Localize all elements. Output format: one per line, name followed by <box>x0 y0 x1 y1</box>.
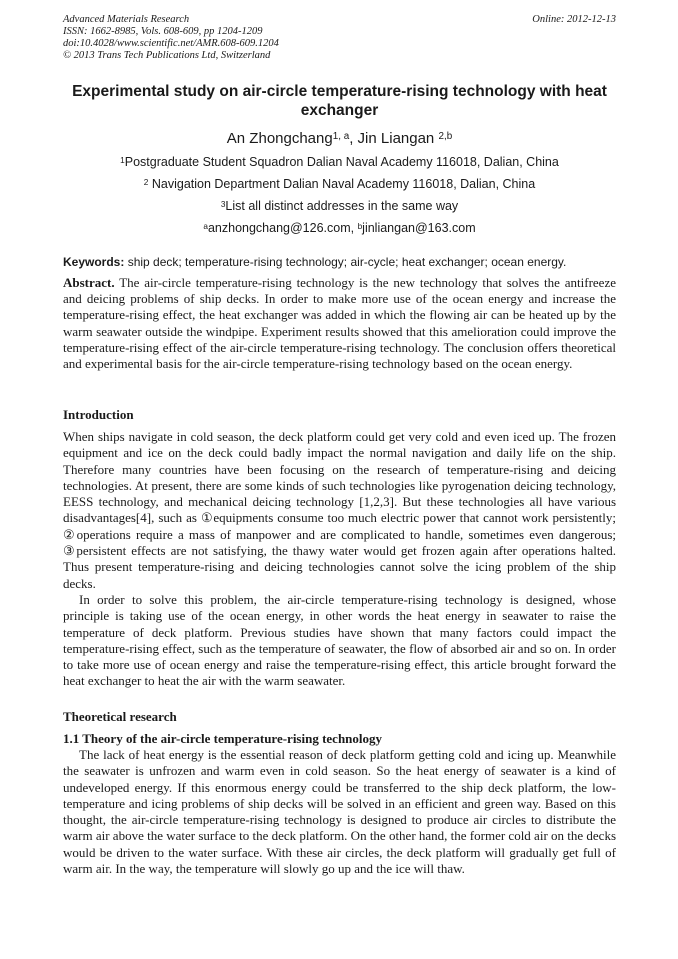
author-2-affiliation-mark: 2,b <box>438 131 453 142</box>
author-line <box>63 130 616 148</box>
author-1-affiliation-mark: 1, a <box>332 131 350 142</box>
email-a: anzhongchang@126.com, <box>207 221 358 235</box>
email-b-mark: b <box>357 222 363 231</box>
email-line <box>63 221 616 236</box>
theory-heading: Theoretical research <box>63 709 177 724</box>
affiliation-3-mark: 3 <box>220 200 226 209</box>
affiliation-2-mark: 2 <box>143 178 149 187</box>
abstract-text: The air-circle temperature-rising technology is the new technology that solves the antifreeze and deicing problems of ship decks. In order to make more use of the ocean energy and increase the temperature-rising effect, the heat exchanger was added in which the flowing air can be heated up by the warm seawater outside the windpipe. Experiment results showed that this amelioration could improve the temperature-rising effect of the air-circle temperature-rising technology. The conclusion offers theoretical and experimental basis for the air-circle temperature-rising technology based on the ocean energy. <box>63 275 616 372</box>
affiliation-1-mark: 1 <box>120 156 125 165</box>
doi-line: doi:10.4028/www.scientific.net/AMR.608-609.1204 <box>63 38 279 49</box>
abstract-label: Abstract. <box>63 275 115 290</box>
affiliation-3-text: List all distinct addresses in the same way <box>225 199 459 213</box>
affiliation-2 <box>63 177 616 192</box>
introduction-paragraph-2: In order to solve this problem, the air-circle temperature-rising technology is designed, whose principle is taking use of the ocean energy, in other words the heat energy in seawater to raise the temperature of deck platform. Previous studies have shown that many factors could impact the temperature-rising effect, such as the temperature of seawater, the flow of absorbed air and so on. In order to take more use of ocean energy and raise the temperature-rising effect, this article brought forward the heat exchanger to heat the air with the warm seawater. <box>63 591 616 689</box>
affiliation-1-text: Postgraduate Student Squadron Dalian Naval Academy 116018, Dalian, China <box>124 155 559 169</box>
email-b: jinliangan@163.com <box>362 221 476 235</box>
affiliation-1 <box>63 155 616 170</box>
author-separator: , <box>349 130 358 147</box>
theory-body <box>63 747 616 877</box>
introduction-body <box>63 429 616 690</box>
online-date: Online: 2012-12-13 <box>532 14 616 25</box>
keywords-label: Keywords: <box>63 255 125 269</box>
author-2: Jin Liangan <box>357 130 439 147</box>
introduction-heading: Introduction <box>63 407 134 422</box>
issn-line: ISSN: 1662-8985, Vols. 608-609, pp 1204-1209 <box>63 26 263 37</box>
keywords-text: ship deck; temperature-rising technology; air-cycle; heat exchanger; ocean energy. <box>124 255 567 269</box>
author-1: An Zhongchang <box>226 130 333 147</box>
email-a-mark: a <box>203 222 208 231</box>
copyright-line: © 2013 Trans Tech Publications Ltd, Switzerland <box>63 50 271 61</box>
running-header <box>63 14 616 62</box>
affiliation-3 <box>63 199 616 214</box>
theory-subheading: 1.1 Theory of the air-circle temperature-rising technology <box>63 731 383 746</box>
keywords <box>63 255 616 269</box>
abstract <box>63 275 616 372</box>
introduction-paragraph-1: When ships navigate in cold season, the deck platform could get very cold and even iced up. The frozen equipment and ice on the deck could badly impact the normal navigation and daily life on the ship. Therefore many countries have been focusing on the research of temperature-rising and deicing technologies. At present, there are some kinds of such technologies like pyrogenation deicing technology, EESS technology, and mechanical deicing technology [1,2,3]. But these technologies all have various disadvantages[4], such as ①equipments consume too much electric power that cannot work persistently; ②operations require a mass of manpower and are complicated to handle, sometimes even dangerous; ③persistent effects are not satisfying, the thawy water would get frozen again after operations halted. Thus present temperature-rising and deicing technologies cannot solve the icing problem of the ship decks. <box>63 429 616 591</box>
affiliation-2-text: Navigation Department Dalian Naval Academy 116018, Dalian, China <box>148 177 536 191</box>
journal-name: Advanced Materials Research <box>63 14 190 25</box>
theory-paragraph-1: The lack of heat energy is the essential reason of deck platform getting cold and icing up. Meanwhile the seawater is unfrozen and warm even in cold season. So the heat energy of seawater is a kind of undeveloped energy. If this enormous energy could be transferred to the ship deck platform, the low-temperature and icing problems of ship decks will be solved in an efficient and green way. Based on this thought, the air-circle temperature-rising technology is designed to produce air circles to distribute the warm air above the water surface to the deck platform. On the other hand, the former cold air on the decks would be driven to the water surface. With these air circles, the deck platform will gradually get full of warm air. In the way, the temperature will slowly go up and the ice will thaw. <box>63 747 617 877</box>
paper-title: Experimental study on air-circle temperature-rising technology with heat exchanger <box>72 83 607 119</box>
